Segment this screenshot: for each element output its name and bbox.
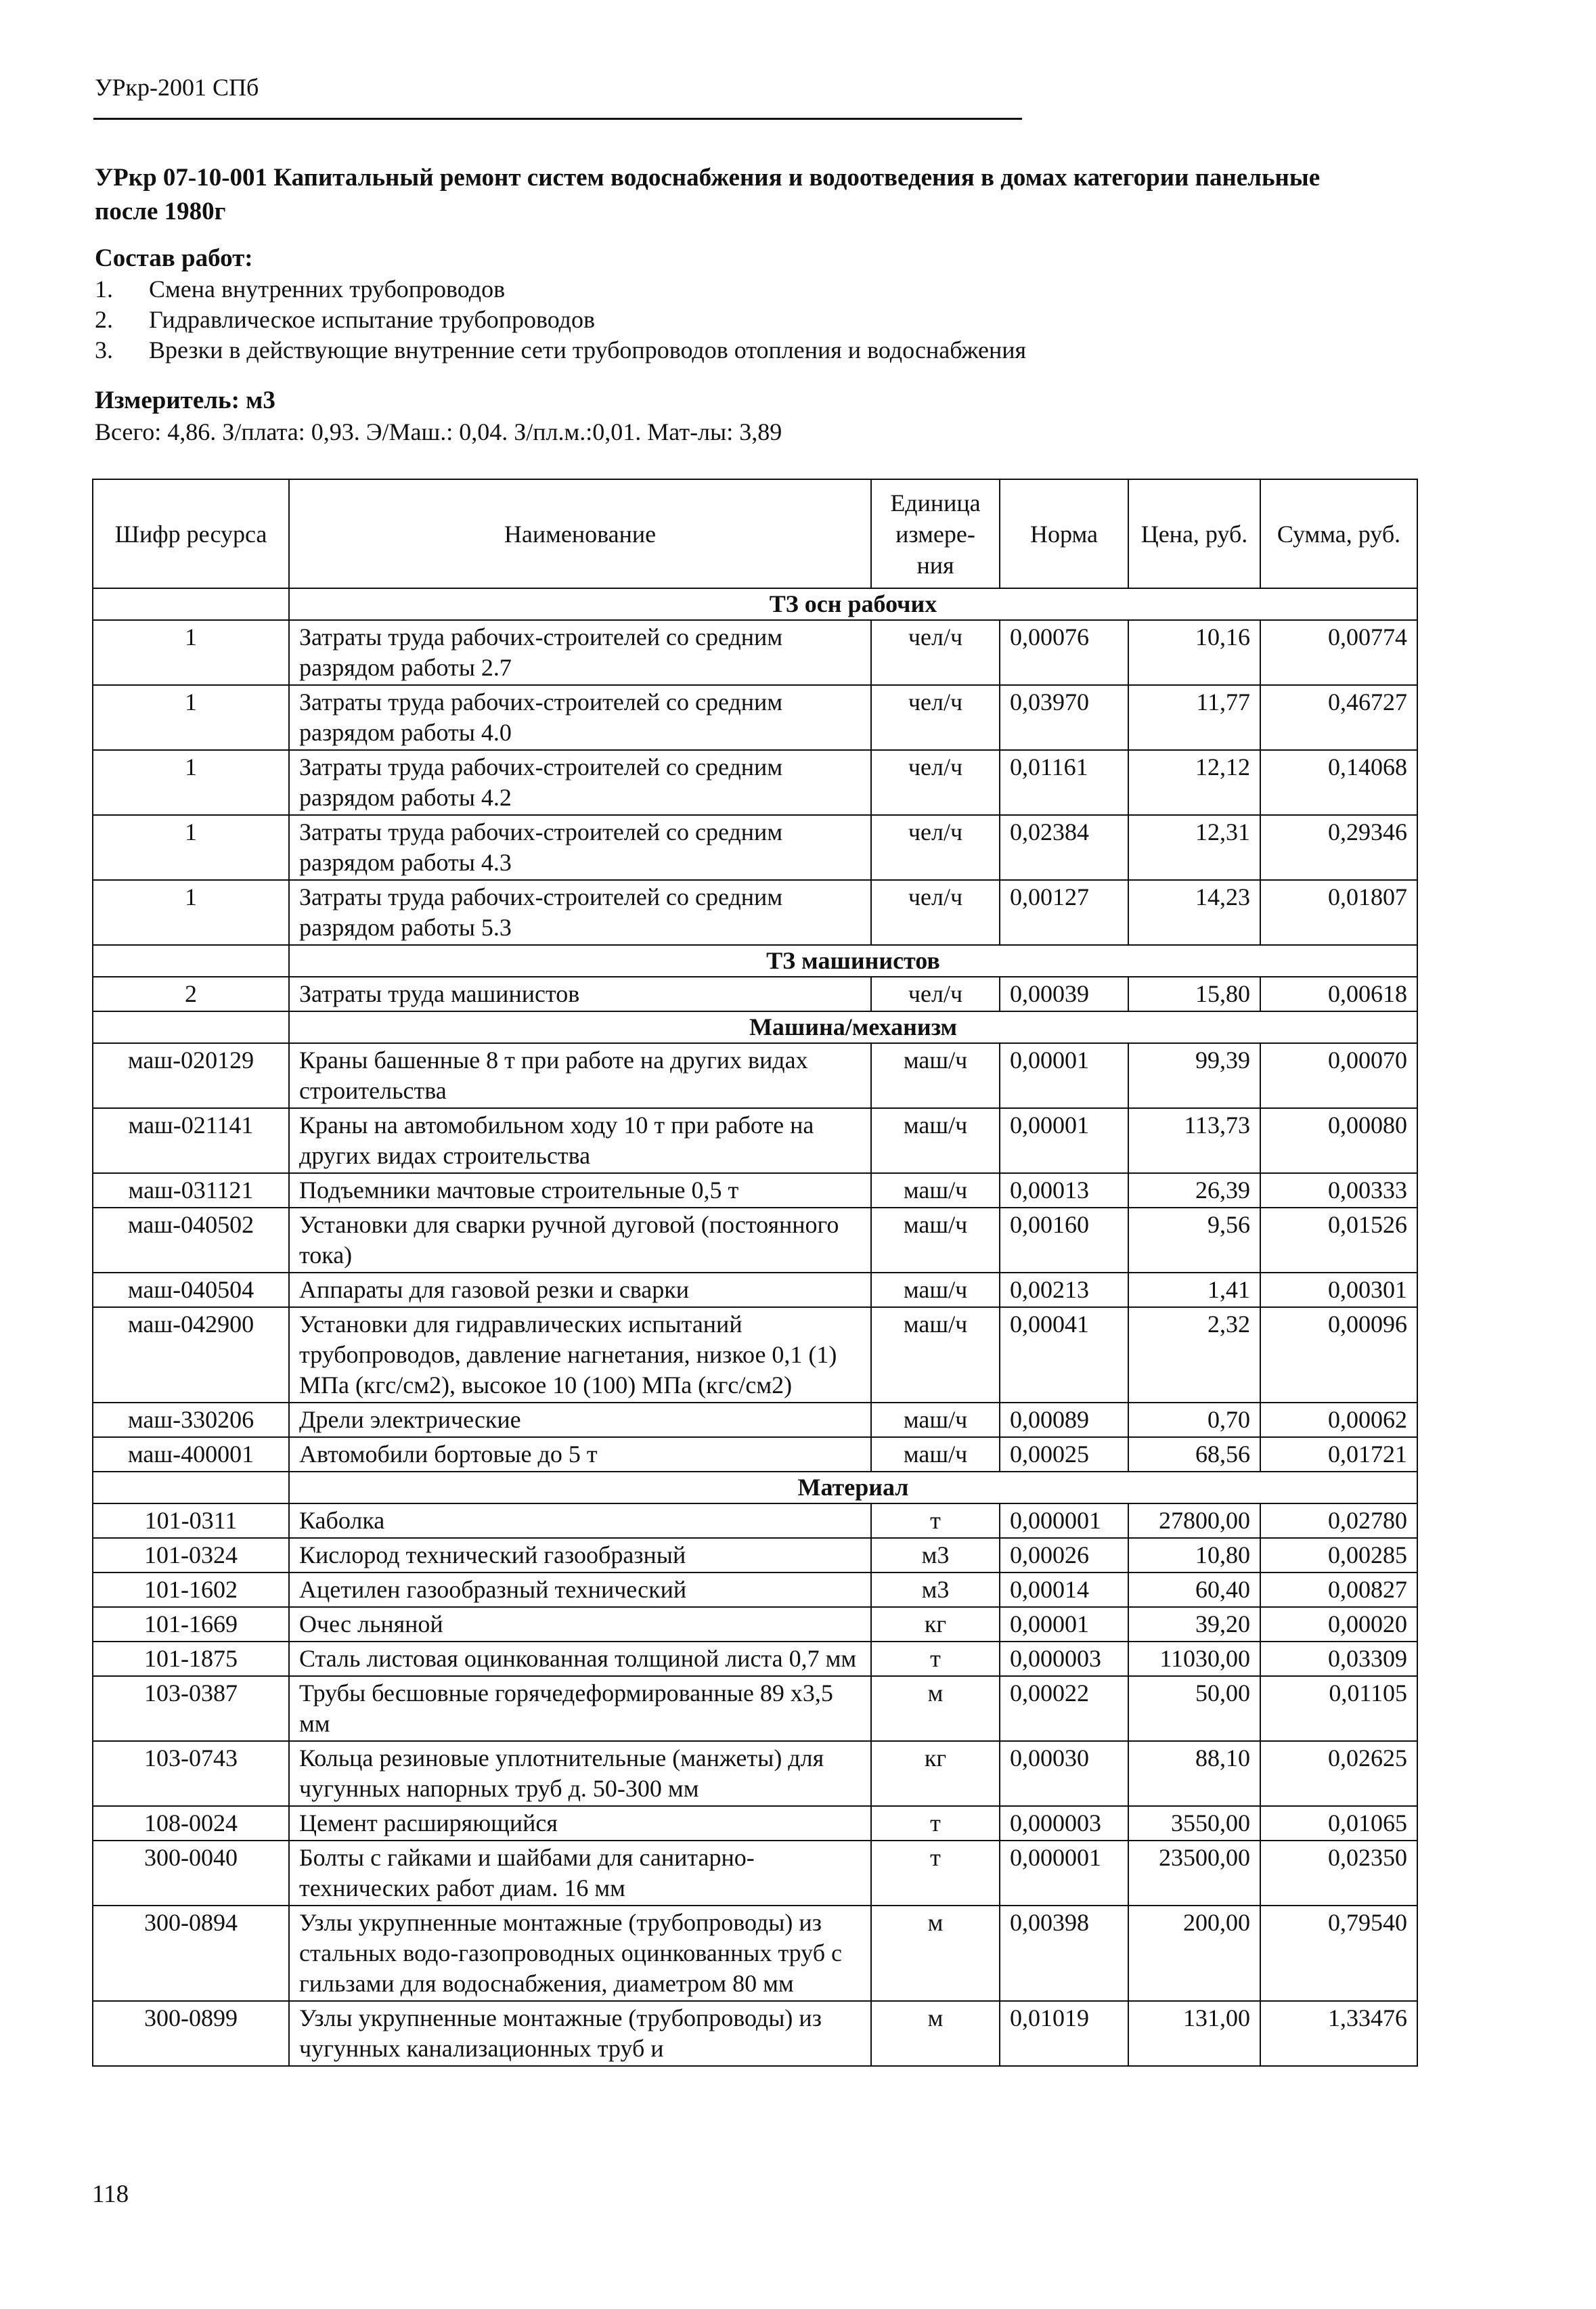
table-row xyxy=(93,1307,1417,1403)
cell-unit: кг xyxy=(871,1607,1000,1642)
cell-name: Затраты труда рабочих-строителей со средним разрядом работы 4.0 xyxy=(289,685,871,750)
cell-name: Дрели электрические xyxy=(289,1403,871,1437)
header-code: Шифр ресурса xyxy=(93,479,289,588)
table-row xyxy=(93,1841,1417,1906)
cell-code: маш-031121 xyxy=(93,1173,289,1208)
table-row xyxy=(93,750,1417,815)
cell-unit: т xyxy=(871,1503,1000,1538)
table-row xyxy=(93,685,1417,750)
cell-norm: 0,00127 xyxy=(1000,880,1128,945)
cell-norm: 0,000003 xyxy=(1000,1806,1128,1841)
cell-price: 0,70 xyxy=(1128,1403,1260,1437)
section-title: Материал xyxy=(289,1472,1417,1503)
table-row xyxy=(93,977,1417,1011)
cell-unit: м3 xyxy=(871,1573,1000,1607)
cell-price: 88,10 xyxy=(1128,1741,1260,1806)
cell-price: 113,73 xyxy=(1128,1108,1260,1173)
cell-name: Затраты труда рабочих-строителей со средним разрядом работы 4.2 xyxy=(289,750,871,815)
cell-code: 1 xyxy=(93,815,289,880)
cell-price: 39,20 xyxy=(1128,1607,1260,1642)
cell-unit: маш/ч xyxy=(871,1043,1000,1108)
cell-unit: чел/ч xyxy=(871,977,1000,1011)
measure-line xyxy=(95,386,275,415)
cell-code: 300-0894 xyxy=(93,1906,289,2001)
cell-name: Установки для сварки ручной дуговой (постоянного тока) xyxy=(289,1208,871,1273)
table-row xyxy=(93,1538,1417,1573)
cell-name: Краны башенные 8 т при работе на других видах строительства xyxy=(289,1043,871,1108)
section-row xyxy=(93,1472,1417,1503)
section-title: ТЗ осн рабочих xyxy=(289,588,1417,620)
cell-sum: 0,14068 xyxy=(1260,750,1417,815)
table-row xyxy=(93,1573,1417,1607)
cell-code: 300-0899 xyxy=(93,2001,289,2066)
cell-unit: чел/ч xyxy=(871,750,1000,815)
cell-unit: маш/ч xyxy=(871,1173,1000,1208)
table-row xyxy=(93,1503,1417,1538)
header-rule xyxy=(93,118,1022,120)
cell-sum: 0,00096 xyxy=(1260,1307,1417,1403)
cell-price: 12,12 xyxy=(1128,750,1260,815)
works-item-number: 1. xyxy=(95,276,113,303)
cell-price: 60,40 xyxy=(1128,1573,1260,1607)
cell-code: маш-042900 xyxy=(93,1307,289,1403)
works-item-number: 3. xyxy=(95,336,113,364)
cell-code: 103-0387 xyxy=(93,1676,289,1741)
measure-value: м3 xyxy=(246,387,275,414)
cell-code: 101-0324 xyxy=(93,1538,289,1573)
cell-name: Автомобили бортовые до 5 т xyxy=(289,1437,871,1472)
cell-price: 2,32 xyxy=(1128,1307,1260,1403)
table-row xyxy=(93,815,1417,880)
cell-sum: 0,02350 xyxy=(1260,1841,1417,1906)
cell-unit: кг xyxy=(871,1741,1000,1806)
cell-sum: 1,33476 xyxy=(1260,2001,1417,2066)
composition-heading: Состав работ: xyxy=(95,244,253,272)
cell-sum: 0,79540 xyxy=(1260,1906,1417,2001)
section-title: Машина/механизм xyxy=(289,1011,1417,1043)
section-code-cell xyxy=(93,1472,289,1503)
cell-code: маш-040502 xyxy=(93,1208,289,1273)
section-code-cell xyxy=(93,1011,289,1043)
cell-unit: м xyxy=(871,2001,1000,2066)
cell-sum: 0,01105 xyxy=(1260,1676,1417,1741)
cell-sum: 0,01526 xyxy=(1260,1208,1417,1273)
cell-unit: чел/ч xyxy=(871,620,1000,685)
cell-sum: 0,00333 xyxy=(1260,1173,1417,1208)
cell-name: Сталь листовая оцинкованная толщиной листа 0,7 мм xyxy=(289,1642,871,1676)
header-unit: Единица измере-ния xyxy=(871,479,1000,588)
cell-unit: т xyxy=(871,1841,1000,1906)
cell-price: 50,00 xyxy=(1128,1676,1260,1741)
table-row xyxy=(93,1906,1417,2001)
cell-unit: м3 xyxy=(871,1538,1000,1573)
cell-name: Затраты труда рабочих-строителей со средним разрядом работы 4.3 xyxy=(289,815,871,880)
header-price: Цена, руб. xyxy=(1128,479,1260,588)
cell-norm: 0,00001 xyxy=(1000,1108,1128,1173)
measure-label: Измеритель: xyxy=(95,387,240,414)
cell-unit: м xyxy=(871,1676,1000,1741)
works-item-text: Гидравлическое испытание трубопроводов xyxy=(149,306,595,333)
table-row xyxy=(93,1273,1417,1307)
table-row xyxy=(93,1108,1417,1173)
cell-norm: 0,00160 xyxy=(1000,1208,1128,1273)
cell-norm: 0,00025 xyxy=(1000,1437,1128,1472)
cell-name: Установки для гидравлических испытаний трубопроводов, давление нагнетания, низкое 0,1 (1) МПа (кгс/см2), высокое 10 (100) МПа (кгс/см2) xyxy=(289,1307,871,1403)
cell-name: Цемент расширяющийся xyxy=(289,1806,871,1841)
totals-line: Всего: 4,86. З/плата: 0,93. Э/Маш.: 0,04. З/пл.м.:0,01. Мат-лы: 3,89 xyxy=(95,418,782,445)
header-sum: Сумма, руб. xyxy=(1260,479,1417,588)
cell-code: 101-1669 xyxy=(93,1607,289,1642)
cell-norm: 0,000001 xyxy=(1000,1841,1128,1906)
cell-name: Очес льняной xyxy=(289,1607,871,1642)
cell-code: 1 xyxy=(93,750,289,815)
cell-sum: 0,00774 xyxy=(1260,620,1417,685)
cell-norm: 0,03970 xyxy=(1000,685,1128,750)
cell-unit: маш/ч xyxy=(871,1307,1000,1403)
cell-name: Узлы укрупненные монтажные (трубопроводы) из стальных водо-газопроводных оцинкованных труб с гильзами для водоснабжения, диаметром 80 мм xyxy=(289,1906,871,2001)
cell-sum: 0,00020 xyxy=(1260,1607,1417,1642)
table-row xyxy=(93,1676,1417,1741)
table-row xyxy=(93,1607,1417,1642)
cell-code: 101-1602 xyxy=(93,1573,289,1607)
cell-unit: маш/ч xyxy=(871,1108,1000,1173)
works-list xyxy=(95,274,1026,366)
cell-sum: 0,02625 xyxy=(1260,1741,1417,1806)
cell-norm: 0,00039 xyxy=(1000,977,1128,1011)
works-item-text: Смена внутренних трубопроводов xyxy=(149,276,506,303)
cell-price: 131,00 xyxy=(1128,2001,1260,2066)
cell-code: маш-021141 xyxy=(93,1108,289,1173)
cell-norm: 0,00001 xyxy=(1000,1607,1128,1642)
cell-code: маш-330206 xyxy=(93,1403,289,1437)
resource-table xyxy=(92,479,1418,2067)
cell-sum: 0,00062 xyxy=(1260,1403,1417,1437)
cell-code: маш-020129 xyxy=(93,1043,289,1108)
cell-sum: 0,00301 xyxy=(1260,1273,1417,1307)
cell-code: 1 xyxy=(93,880,289,945)
cell-norm: 0,000003 xyxy=(1000,1642,1128,1676)
cell-sum: 0,46727 xyxy=(1260,685,1417,750)
cell-name: Затраты труда рабочих-строителей со средним разрядом работы 5.3 xyxy=(289,880,871,945)
cell-unit: м xyxy=(871,1906,1000,2001)
cell-norm: 0,01019 xyxy=(1000,2001,1128,2066)
section-title: ТЗ машинистов xyxy=(289,945,1417,977)
table-row xyxy=(93,1437,1417,1472)
cell-code: 2 xyxy=(93,977,289,1011)
cell-code: 101-0311 xyxy=(93,1503,289,1538)
cell-norm: 0,00041 xyxy=(1000,1307,1128,1403)
table-row xyxy=(93,1741,1417,1806)
cell-price: 26,39 xyxy=(1128,1173,1260,1208)
cell-price: 27800,00 xyxy=(1128,1503,1260,1538)
cell-name: Каболка xyxy=(289,1503,871,1538)
cell-code: 1 xyxy=(93,620,289,685)
cell-sum: 0,29346 xyxy=(1260,815,1417,880)
cell-sum: 0,03309 xyxy=(1260,1642,1417,1676)
cell-norm: 0,00014 xyxy=(1000,1573,1128,1607)
cell-code: 101-1875 xyxy=(93,1642,289,1676)
cell-norm: 0,00026 xyxy=(1000,1538,1128,1573)
cell-sum: 0,00070 xyxy=(1260,1043,1417,1108)
cell-price: 12,31 xyxy=(1128,815,1260,880)
section-row xyxy=(93,945,1417,977)
cell-norm: 0,01161 xyxy=(1000,750,1128,815)
cell-unit: маш/ч xyxy=(871,1208,1000,1273)
page-number: 118 xyxy=(92,2180,129,2208)
cell-name: Подъемники мачтовые строительные 0,5 т xyxy=(289,1173,871,1208)
cell-price: 11,77 xyxy=(1128,685,1260,750)
table-row xyxy=(93,1043,1417,1108)
section-code-cell xyxy=(93,588,289,620)
cell-unit: маш/ч xyxy=(871,1437,1000,1472)
cell-norm: 0,000001 xyxy=(1000,1503,1128,1538)
works-item xyxy=(95,305,1026,335)
table-body xyxy=(93,588,1417,2066)
cell-unit: т xyxy=(871,1806,1000,1841)
works-item-text: Врезки в действующие внутренние сети трубопроводов отопления и водоснабжения xyxy=(149,336,1027,364)
cell-sum: 0,01807 xyxy=(1260,880,1417,945)
cell-sum: 0,00618 xyxy=(1260,977,1417,1011)
cell-code: 103-0743 xyxy=(93,1741,289,1806)
cell-price: 1,41 xyxy=(1128,1273,1260,1307)
cell-name: Затраты труда рабочих-строителей со средним разрядом работы 2.7 xyxy=(289,620,871,685)
cell-price: 10,16 xyxy=(1128,620,1260,685)
table-row xyxy=(93,1403,1417,1437)
table-row xyxy=(93,2001,1417,2066)
cell-norm: 0,02384 xyxy=(1000,815,1128,880)
cell-name: Краны на автомобильном ходу 10 т при работе на других видах строительства xyxy=(289,1108,871,1173)
cell-price: 23500,00 xyxy=(1128,1841,1260,1906)
works-item-number: 2. xyxy=(95,306,113,333)
cell-unit: т xyxy=(871,1642,1000,1676)
table-row xyxy=(93,880,1417,945)
works-item xyxy=(95,335,1026,366)
cell-name: Ацетилен газообразный технический xyxy=(289,1573,871,1607)
table-row xyxy=(93,620,1417,685)
works-item xyxy=(95,274,1026,305)
cell-sum: 0,02780 xyxy=(1260,1503,1417,1538)
cell-code: 108-0024 xyxy=(93,1806,289,1841)
section-row xyxy=(93,1011,1417,1043)
cell-code: маш-400001 xyxy=(93,1437,289,1472)
cell-code: 300-0040 xyxy=(93,1841,289,1906)
table-row xyxy=(93,1173,1417,1208)
cell-code: маш-040504 xyxy=(93,1273,289,1307)
table-row xyxy=(93,1642,1417,1676)
cell-name: Затраты труда машинистов xyxy=(289,977,871,1011)
header-name: Наименование xyxy=(289,479,871,588)
cell-name: Кольца резиновые уплотнительные (манжеты) для чугунных напорных труб д. 50-300 мм xyxy=(289,1741,871,1806)
cell-norm: 0,00398 xyxy=(1000,1906,1128,2001)
cell-sum: 0,00080 xyxy=(1260,1108,1417,1173)
cell-price: 11030,00 xyxy=(1128,1642,1260,1676)
cell-name: Болты с гайками и шайбами для санитарно-технических работ диам. 16 мм xyxy=(289,1841,871,1906)
cell-norm: 0,00076 xyxy=(1000,620,1128,685)
cell-norm: 0,00013 xyxy=(1000,1173,1128,1208)
cell-price: 15,80 xyxy=(1128,977,1260,1011)
cell-norm: 0,00089 xyxy=(1000,1403,1128,1437)
cell-norm: 0,00001 xyxy=(1000,1043,1128,1108)
cell-price: 14,23 xyxy=(1128,880,1260,945)
cell-name: Кислород технический газообразный xyxy=(289,1538,871,1573)
table-row xyxy=(93,1806,1417,1841)
cell-price: 9,56 xyxy=(1128,1208,1260,1273)
cell-code: 1 xyxy=(93,685,289,750)
cell-unit: маш/ч xyxy=(871,1403,1000,1437)
running-head: УРкр-2001 СПб xyxy=(95,74,259,101)
table-row xyxy=(93,1208,1417,1273)
cell-price: 3550,00 xyxy=(1128,1806,1260,1841)
section-code-cell xyxy=(93,945,289,977)
cell-norm: 0,00213 xyxy=(1000,1273,1128,1307)
table-header-row xyxy=(93,479,1417,588)
header-norm: Норма xyxy=(1000,479,1128,588)
cell-name: Трубы бесшовные горячедеформированные 89 х3,5 мм xyxy=(289,1676,871,1741)
section-row xyxy=(93,588,1417,620)
cell-unit: чел/ч xyxy=(871,815,1000,880)
cell-sum: 0,01065 xyxy=(1260,1806,1417,1841)
cell-name: Узлы укрупненные монтажные (трубопроводы) из чугунных канализационных труб и xyxy=(289,2001,871,2066)
cell-unit: маш/ч xyxy=(871,1273,1000,1307)
cell-price: 10,80 xyxy=(1128,1538,1260,1573)
cell-unit: чел/ч xyxy=(871,685,1000,750)
cell-unit: чел/ч xyxy=(871,880,1000,945)
cell-sum: 0,00827 xyxy=(1260,1573,1417,1607)
cell-price: 99,39 xyxy=(1128,1043,1260,1108)
cell-norm: 0,00022 xyxy=(1000,1676,1128,1741)
cell-sum: 0,01721 xyxy=(1260,1437,1417,1472)
cell-price: 68,56 xyxy=(1128,1437,1260,1472)
cell-name: Аппараты для газовой резки и сварки xyxy=(289,1273,871,1307)
cell-sum: 0,00285 xyxy=(1260,1538,1417,1573)
cell-norm: 0,00030 xyxy=(1000,1741,1128,1806)
cell-price: 200,00 xyxy=(1128,1906,1260,2001)
document-title: УРкр 07-10-001 Капитальный ремонт систем водоснабжения и водоотведения в домах категории панельные после 1980г xyxy=(95,164,1321,225)
